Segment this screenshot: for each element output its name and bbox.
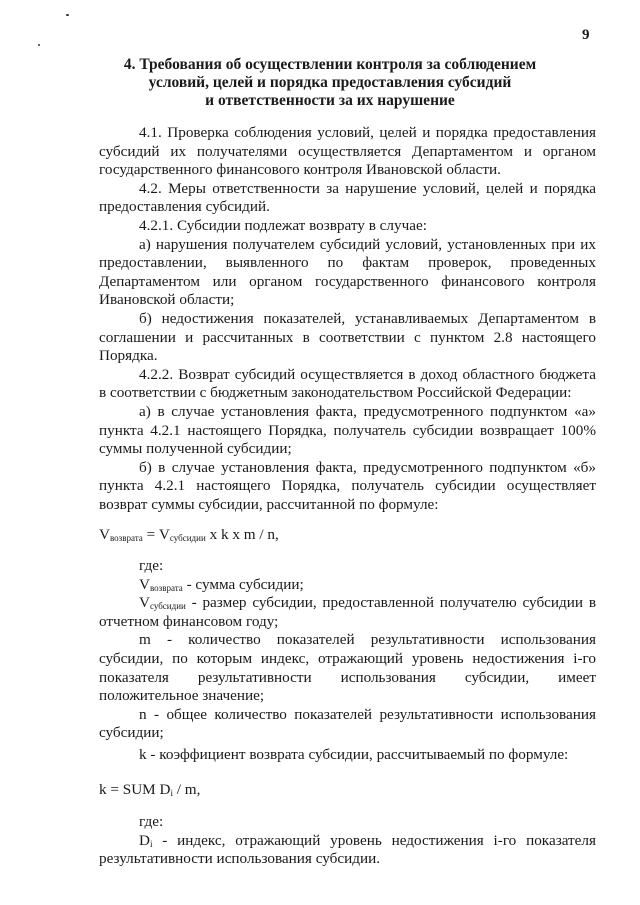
definition-text: - сумма субсидии; <box>182 575 304 593</box>
paragraph-4-2-1-b: б) недостижения показателей, устанавливаемых Департаментом в соглашении и рассчитанных в соответствии с пунктом 2.8 настоящего Порядка. <box>99 309 596 365</box>
paragraph-4-2-1: 4.2.1. Субсидии подлежат возврату в случае: <box>139 216 427 234</box>
formula-sub-i: i <box>170 787 173 798</box>
symbol-sub: i <box>149 838 153 849</box>
paragraph-4-2-2-a: а) в случае установления факта, предусмотренного подпунктом «а» пункта 4.2.1 настоящего Порядка, получатель субсидии возвращает 100% суммы полученной субсидии; <box>99 402 596 458</box>
symbol-v: V <box>139 594 150 612</box>
paragraph-4-2: 4.2. Меры ответственности за нарушение условий, целей и порядка предоставления субсидий. <box>99 179 596 216</box>
formula-rest: x k x m / n, <box>205 526 279 544</box>
definition-text: - размер субсидии, предоставленной получателю субсидии в отчетном финансовом году; <box>99 594 596 630</box>
definition-v-vozvrata <box>99 576 596 595</box>
definition-k: k - коэффициент возврата субсидии, рассчитываемый по формуле: <box>139 746 569 763</box>
heading-line: условий, целей и порядка предоставления субсидий <box>148 74 512 91</box>
definition-d <box>99 832 596 869</box>
document-body <box>99 124 596 869</box>
symbol-sub: субсидии <box>149 601 186 612</box>
formula-rest: / m, <box>172 780 201 798</box>
paragraph-4-2-1-a: а) нарушения получателем субсидий условий, установленных при их предоставлении, выявленного по фактам проверок, проведенных Департаментом или органом государственного финансового контроля Ивановской области; <box>99 235 596 309</box>
page-number: 9 <box>582 27 590 43</box>
definition-m: m - количество показателей результативности использования субсидии, по которым индекс, отражающий уровень недостижения i-го показателя результативности использования субсидии, имеет положительное значение; <box>99 631 596 705</box>
definition-text: - индекс, отражающий уровень недостижения i-го показателя результативности использования субсидии. <box>99 831 596 868</box>
heading-line: 4. Требования об осуществлении контроля за соблюдением <box>123 56 537 73</box>
formula-v: V <box>99 526 110 544</box>
refund-formula <box>99 526 596 545</box>
definition-n: n - общее количество показателей результативности использования субсидии; <box>99 705 596 742</box>
paragraph-4-2-2: 4.2.2. Возврат субсидий осуществляется в доход областного бюджета в соответствии с бюджетным законодательством Российской Федерации: <box>99 365 596 402</box>
section-heading <box>100 56 560 110</box>
formula-sub-vozvrata: возврата <box>109 533 143 544</box>
coefficient-formula <box>99 781 596 800</box>
symbol-v: V <box>139 575 150 593</box>
symbol-d: D <box>139 831 150 849</box>
where-label: где: <box>139 813 164 831</box>
formula-eq: = V <box>142 526 170 544</box>
formula-sub-subsidii: субсидии <box>169 533 206 544</box>
where-label: где: <box>139 557 164 575</box>
paragraph-4-2-2-b: б) в случае установления факта, предусмотренного подпунктом «б» пункта 4.2.1 настоящего Порядка, получатель субсидии осуществляет возврат суммы субсидии, рассчитанной по формуле: <box>99 458 596 513</box>
formula-text: k = SUM D <box>99 780 171 798</box>
heading-line: и ответственности за их нарушение <box>205 92 455 109</box>
scan-speck <box>38 44 40 46</box>
paragraph-4-1: 4.1. Проверка соблюдения условий, целей и порядка предоставления субсидий их получателями осуществляется Департаментом и органом государственного финансового контроля Ивановской области. <box>99 124 596 179</box>
definition-v-subsidii <box>99 594 596 631</box>
scan-speck <box>66 14 69 16</box>
symbol-sub: возврата <box>149 582 183 593</box>
